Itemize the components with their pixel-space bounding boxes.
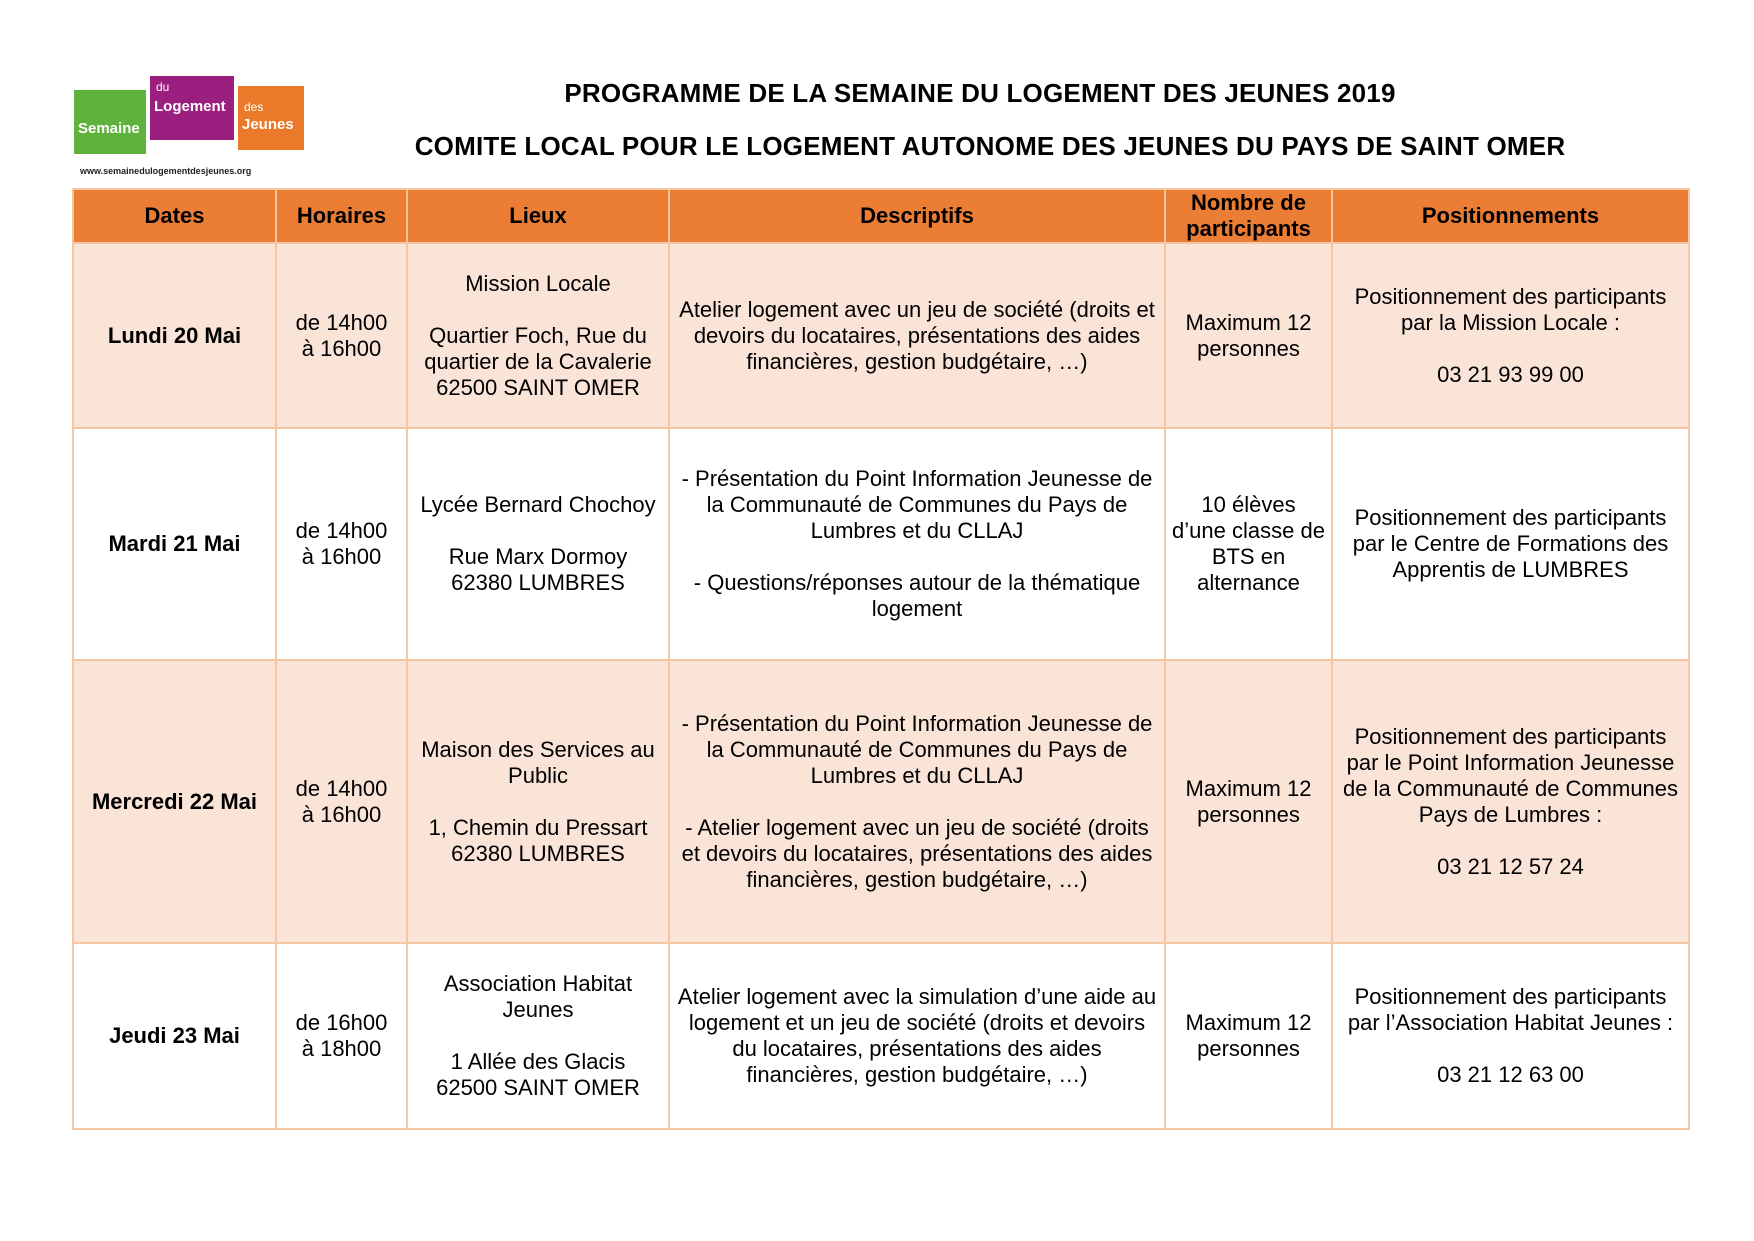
logo-word-logement: Logement: [154, 98, 226, 115]
logo-word-jeunes: Jeunes: [242, 116, 294, 133]
cell-lieu: [407, 428, 669, 660]
cell-descriptif: [669, 660, 1165, 943]
lieu-address: 1 Allée des Glacis: [450, 1049, 626, 1074]
cell-horaire: [276, 243, 407, 428]
programme-table: [72, 188, 1690, 1130]
logo-word-du: du: [156, 80, 170, 94]
cell-horaire: [276, 660, 407, 943]
lieu-city: 62500 SAINT OMER: [436, 1075, 640, 1100]
lieu-address: Rue Marx Dormoy: [448, 544, 628, 569]
descriptif-text-2: - Atelier logement avec un jeu de société (droits et devoirs du locataires, présentations des aides financières, gestion budgétaire, …): [681, 814, 1153, 892]
lieu-city: 62380 LUMBRES: [451, 570, 625, 595]
cell-positionnement: [1332, 428, 1689, 660]
cell-date: Jeudi 23 Mai: [73, 943, 276, 1129]
positionnement-text: Positionnement des participants par le Point Information Jeunesse de la Communauté de Communes Pays de Lumbres :: [1342, 723, 1679, 827]
cell-positionnement: [1332, 660, 1689, 943]
horaire-end: à 16h00: [301, 801, 382, 827]
header-nombre-line2: participants: [1186, 216, 1311, 241]
cell-lieu: [407, 660, 669, 943]
positionnement-phone: 03 21 93 99 00: [1437, 361, 1584, 387]
positionnement-phone: 03 21 12 57 24: [1437, 853, 1584, 879]
horaire-end: à 16h00: [301, 544, 382, 569]
logo-word-semaine: Semaine: [78, 120, 140, 137]
logo-orange-block: [238, 86, 304, 150]
positionnement-text: Positionnement des participants par le Centre de Formations des Apprentis de LUMBRES: [1352, 505, 1669, 582]
descriptif-text: Atelier logement avec la simulation d’une aide au logement et un jeu de société (droits et devoirs du locataires, présentations des aides financières, gestion budgétaire, …): [677, 984, 1157, 1087]
positionnement-text: Positionnement des participants par la Mission Locale :: [1354, 283, 1667, 335]
descriptif-text: Atelier logement avec un jeu de société (droits et devoirs du locataires, présentations des aides financières, gestion budgétaire, …): [679, 296, 1155, 374]
horaire-start: de 14h00: [295, 775, 388, 801]
descriptif-text-2: - Questions/réponses autour de la thématique logement: [693, 570, 1141, 621]
logo-green-block: [74, 90, 146, 154]
header-nombre: [1165, 189, 1332, 243]
table-row: [73, 428, 1689, 660]
header-lieux: Lieux: [407, 189, 669, 243]
positionnement-phone: 03 21 12 63 00: [1437, 1062, 1584, 1087]
positionnement-text: Positionnement des participants par l’Association Habitat Jeunes :: [1347, 984, 1674, 1035]
cell-nombre: Maximum 12 personnes: [1165, 660, 1332, 943]
header-horaires: Horaires: [276, 189, 407, 243]
cell-descriptif: [669, 943, 1165, 1129]
header-positionnements: Positionnements: [1332, 189, 1689, 243]
table-row: [73, 660, 1689, 943]
cell-descriptif: [669, 243, 1165, 428]
cell-nombre: Maximum 12 personnes: [1165, 243, 1332, 428]
cell-lieu: [407, 943, 669, 1129]
header-nombre-line1: Nombre de: [1191, 190, 1306, 215]
header-descriptifs: Descriptifs: [669, 189, 1165, 243]
horaire-start: de 14h00: [295, 309, 388, 335]
lieu-city: 62500 SAINT OMER: [436, 374, 640, 400]
cell-positionnement: [1332, 943, 1689, 1129]
logo-url: www.semainedulogementdesjeunes.org: [80, 166, 252, 176]
lieu-city: 62380 LUMBRES: [451, 840, 625, 866]
descriptif-text: - Présentation du Point Information Jeunesse de la Communauté de Communes du Pays de Lumbres et du CLLAJ: [681, 710, 1153, 788]
cell-descriptif: [669, 428, 1165, 660]
logo: [72, 74, 308, 180]
cell-horaire: [276, 428, 407, 660]
lieu-name: Maison des Services au Public: [421, 736, 655, 788]
lieu-name: Mission Locale: [465, 270, 611, 296]
page-title: PROGRAMME DE LA SEMAINE DU LOGEMENT DES JEUNES 2019: [564, 78, 1396, 108]
cell-positionnement: [1332, 243, 1689, 428]
cell-date: Mercredi 22 Mai: [73, 660, 276, 943]
cell-lieu: [407, 243, 669, 428]
horaire-end: à 16h00: [301, 335, 382, 361]
lieu-address: 1, Chemin du Pressart: [428, 814, 648, 840]
cell-nombre: 10 élèves d’une classe de BTS en alternance: [1165, 428, 1332, 660]
horaire-end: à 18h00: [301, 1036, 382, 1061]
cell-nombre: Maximum 12 personnes: [1165, 943, 1332, 1129]
table-header-row: [73, 189, 1689, 243]
lieu-address: Quartier Foch, Rue du quartier de la Cavalerie: [424, 322, 652, 374]
lieu-name: Lycée Bernard Chochoy: [420, 492, 656, 517]
logo-word-des: des: [244, 100, 264, 114]
cell-date: Mardi 21 Mai: [73, 428, 276, 660]
logo-purple-block: [150, 76, 234, 140]
horaire-start: de 16h00: [295, 1010, 388, 1035]
page-subtitle: COMITE LOCAL POUR LE LOGEMENT AUTONOME DES JEUNES DU PAYS DE SAINT OMER: [414, 131, 1566, 161]
table-row: [73, 943, 1689, 1129]
header-dates: Dates: [73, 189, 276, 243]
horaire-start: de 14h00: [295, 518, 388, 543]
cell-horaire: [276, 943, 407, 1129]
table-row: [73, 243, 1689, 428]
lieu-name: Association Habitat Jeunes: [443, 971, 633, 1022]
cell-date: Lundi 20 Mai: [73, 243, 276, 428]
descriptif-text: - Présentation du Point Information Jeunesse de la Communauté de Communes du Pays de Lumbres et du CLLAJ: [681, 466, 1153, 543]
